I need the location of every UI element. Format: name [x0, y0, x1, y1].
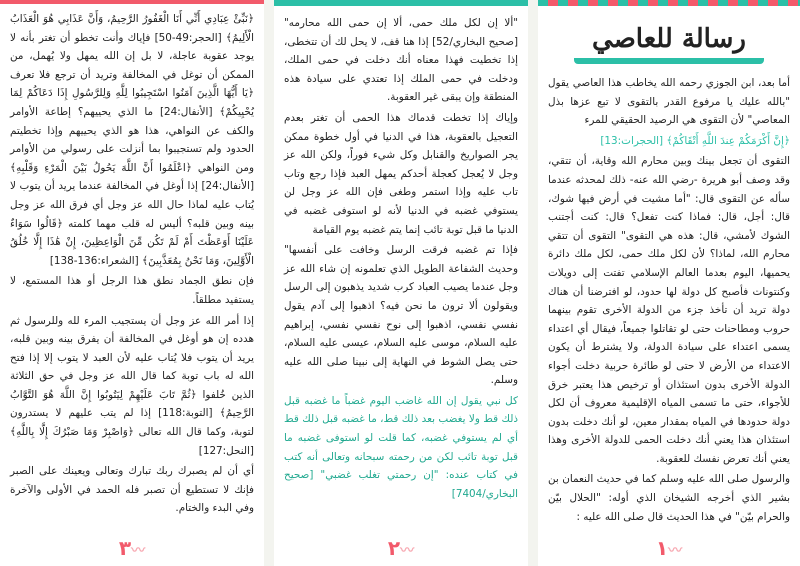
page-number: 〰١ [655, 536, 683, 560]
page-2 [274, 0, 528, 566]
swirl-ornament: 〰 [668, 543, 683, 559]
paragraph: أما بعد، ابن الجوزي رحمه الله يخاطب هذا العاصي يقول "بالله عليك يا مرفوع القدر بالتقوى لا تبع عزها بذل المعاصي" لأن التقوى هي الرصيد الحقيقي للمرء [548, 77, 790, 127]
page-3 [0, 0, 264, 566]
paragraph: إذا أمر الله عز وجل أن يستجيب المرء لله وللرسول ثم هدده إن هو أوغل في المخالفة أن يفرق بينه وبين قلبه، يريد أن يتوب فلا يُتاب عليه لأن العبد لا يتوب إلا إذا فتح الله له باب توبة كما قال الله عز وجل في حق الثلاثة الذين خُلفوا ﴿ثُمَّ تَابَ عَلَيْهِمْ لِيَتُوبُوا إِنَّ اللَّهَ هُوَ التَّوَّابُ الرَّحِيمُ﴾ [التوبة:118] إذا لم يتب عليهم لا يستدرون لتوبة، وكما قال الله تعالى ﴿وَاصْبِرْ وَمَا صَبْرُكَ إِلَّا بِاللَّهِ﴾ [النحل:127] [10, 314, 254, 457]
page-number: 〰٣ [118, 536, 146, 560]
page-1 [538, 0, 800, 566]
page-title: رسالة للعاصي [574, 24, 764, 64]
title-area [548, 24, 790, 64]
paragraph: فإن نطق الجماد نطق هذا الرجل أو هذا المستمع، لا يستفيد مطلقاً. [10, 275, 254, 306]
paragraph: التقوى أن تجعل بينك وبين محارم الله وقاية، أن تتقي، وقد وصف أبو هريرة -رضي الله عنه- ذلك لمحدثه عندما سأله عن التقوى قال: "أما مشيت في أرض فيها شوك، قال: أجل، قال: فماذا كنت تفعل؟ قال: كنت أجتنب الشوك لأمشي، قال: هذه هي التقوى" التقوى أن تتقي محارم الله، لماذا؟ لأن لكل ملك حمى، لكل ملك دائرة يحميها، اليوم بعدما العالم الإسلامي تفتت إلى دويلات وكنتونات فأصبح كل دولة لها حدود، لو افترضنا أن هناك دولة تريد أن تأخذ جزء من الدولة الأخرى تقوم بينهما حروب ومطاحنات حتى لو تقاتلوا جميعاً، فيقال أي اعتداء يسمى اعتداء على سيادة الدولة، ولا يشترط أن يكون الاعتداء من الأرض لا حتى لو طائرة حربية دخلت أجواء الدولة الأخرى بدون استئذان أو ترخيص هذا يعتبر خرق للأجواء، حتى ما تسمى المياه الإقليمية معروف أن لكل دولة حدودها في المياه بمقدار معين، لو أنك دخلت بدون استئذان هذا يعني أنك دخلت الحمى للدولة الأخرى وهذا يعني أنك تعرض نفسك للعقوبة. [548, 155, 790, 465]
paragraph: وإياك إذا تخطت قدماك هذا الحمى أن تغتر بعدم التعجيل بالعقوبة، هذا في الدنيا في أول خطوة ممكن يجر الصواريخ والقنابل وكل شيء فوراً، ولكن الله عز وجل لا يُعجل كعجلة أحدكم يمهل العبد فإذا رجع وتاب تاب عليه وإذا استمر وطغى فإن الله عز وجل لن يستوفي غضبه في الدنيا لأنه لو استوفى غضبه في الدنيا ما قبل توبة تائب إنما يتم غضبه يوم القيامة [284, 111, 518, 236]
paragraph: "ألا إن لكل ملك حمى، ألا إن حمى الله محارمه" [صحيح البخاري/52] إذا هنا قف، لا يحل لك أن تتخطى، إذا تخطيت فهذا معناه أنك دخلت في حمى الملك، ودخلت في حمى الملك إذا تعتدي على سيادة هذه المنطقة وإن يبقى غير العقوبة. [284, 17, 518, 104]
paragraph: ﴿نَبِّئْ عِبَادِي أَنِّي أَنَا الْغَفُورُ الرَّحِيمُ، وَأَنَّ عَذَابِي هُوَ الْعَذَابُ الْأَلِيمُ﴾ [الحجر:49-50] فإياك وأنت تخطو أن تغتر بأنه لا يوجد عقوبة عاجلة، لا بل إن الله يمهل ولا يُهمل، من الممكن أن توغل في المخالفة وتريد أن ترجع فلا تعرف ﴿يَا أَيُّهَا الَّذِينَ آمَنُوا اسْتَجِيبُوا لِلَّهِ وَلِلرَّسُولِ إِذَا دَعَاكُمْ لِمَا يُحْيِيكُمْ﴾ [الأنفال:24] ما الذي يحييهم؟ إطاعة الأوامر والكف عن النواهي، هذا هو الذي يحييهم وإذا تخطيتم الحدود ولم تستجيبوا بما أنزلت على رسولي من الأوامر ومن النواهي ﴿اعْلَمُوا أَنَّ اللَّهَ يَحُولُ بَيْنَ الْمَرْءِ وَقَلْبِهِ﴾ [الأنفال:24] إذا أوغل في المخالفة عندما يريد أن يتوب لا يُتاب عليه لماذا حال الله عز وجل أي فرق الله عز وجل بينه وبين قلبه؟ أليس له قلب مهما كلمته ﴿قَالُوا سَوَاءٌ عَلَيْنَا أَوَعَظْتَ أَمْ لَمْ تَكُن مِّنَ الْوَاعِظِينَ، إِنْ هَٰذَا إِلَّا خُلُقُ الْأَوَّلِينَ، وَمَا نَحْنُ بِمُعَذَّبِينَ﴾ [الشعراء:136-138] [10, 13, 254, 267]
swirl-ornament: 〰 [400, 543, 415, 559]
quran-verse: ﴿إِنَّ أَكْرَمَكُمْ عِندَ اللَّهِ أَتْقَاكُمْ﴾ [الحجرات:13] [600, 134, 790, 147]
paragraph: فإذا تم غضبه فرقت الرسل وخافت على أنفسها" وحديث الشفاعة الطويل الذي تعلمونه إن شاء الله عز وجل عندما يصيب العباد كرب شديد يذهبون إلى الرسل ويقولون ألا ترون ما نحن فيه؟ اذهبوا إلى آدم يقول نفسي نفسي، اذهبوا إلى نوح نفسي نفسي، إبراهيم عليه السلام، موسى عليه السلام، عيسى عليه السلام، حتى يصل الشوط في النهاية إلى نبينا صلى الله عليه وسلم. [284, 244, 518, 387]
paragraph: أي أن لم يصبرك ربك تبارك وتعالى ويعينك على الصبر فإنك لا تستطيع أن تصبر فله الحمد في الأولى والآخرة وفي البدء والختام. [10, 465, 254, 515]
swirl-ornament: 〰 [131, 543, 146, 559]
page-number: 〰٢ [387, 536, 415, 560]
paragraph: كل نبي يقول إن الله غاضب اليوم غضباً ما غضبه قبل ذلك قط ولا يغضب بعد ذلك قط، ما غضبه قبل ذلك قط أي لم يستوفي غضبه، كما قلت لو استوفى غضبه ما قبل توبة تائب لكن من رحمته سبحانه وتعالى أنه كتب في كتاب عنده: "إن رحمتي تغلب غضبي" [صحيح البخاري/7404] [284, 394, 518, 500]
paragraph: والرسول صلى الله عليه وسلم كما في حديث النعمان بن بشير الذي أخرجه الشيخان الذي أوله: "الحلال بيّن والحرام بيّن" في هذا الحديث قال صلى الله عليه : [548, 473, 790, 523]
